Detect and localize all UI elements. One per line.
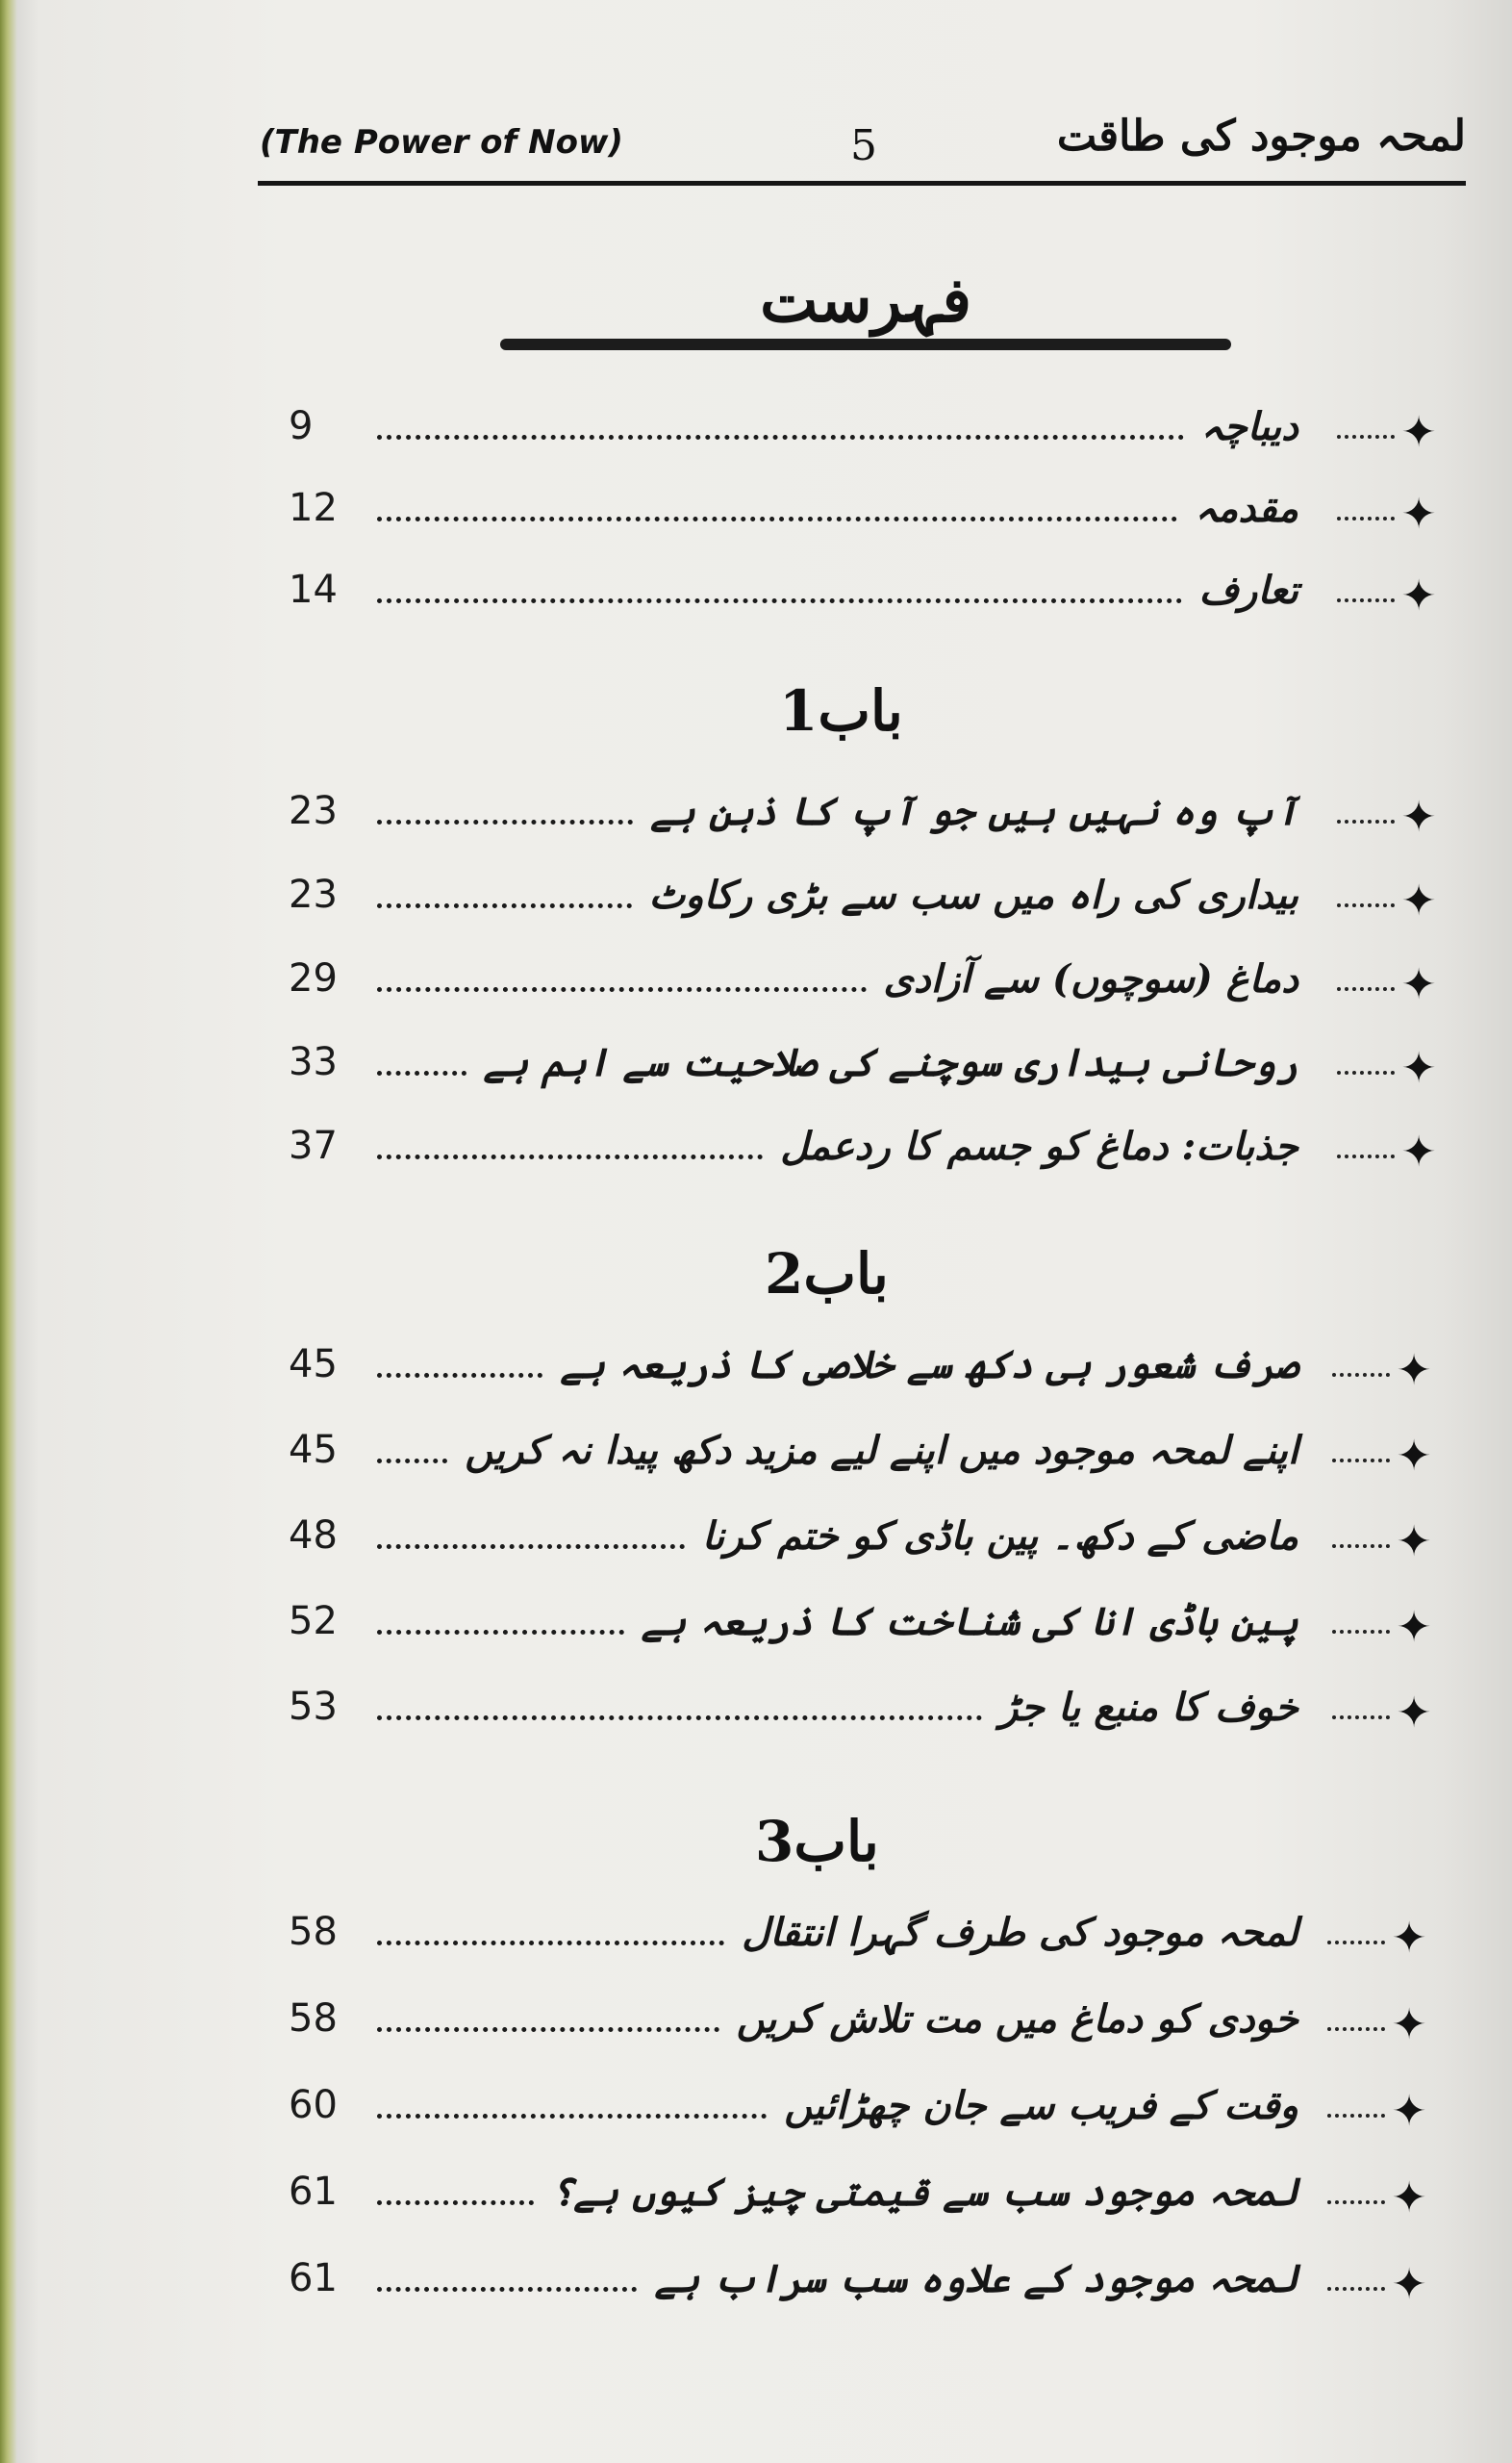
toc-page-number: 48 [289,1513,338,1558]
toc-entry-label: ماضی کے دکھ۔ پین باڈی کو ختم کرنا [701,1513,1298,1559]
header-page-number: 5 [850,121,877,170]
header-urdu-title: لمحہ موجود کی طاقت [1056,112,1466,161]
leader-dots [377,1459,447,1463]
title-underline [500,339,1231,350]
leader-dots-short [1332,1459,1390,1462]
four-point-star-icon: ✦ [1400,490,1437,539]
toc-entry [289,1599,1462,1657]
toc-page-number: 33 [289,1040,338,1084]
four-point-star-icon: ✦ [1400,571,1437,621]
leader-dots-short [1337,987,1395,991]
toc-entry-label: اپنے لمحہ موجود میں اپنے لیے مزید دکھ پیدا نہ کریں [465,1428,1298,1473]
leader-dots-short [1337,1155,1395,1158]
four-point-star-icon: ✦ [1400,876,1437,926]
four-point-star-icon: ✦ [1391,2260,1427,2309]
toc-page-number: 45 [289,1428,338,1472]
toc-page-number: 53 [289,1685,338,1729]
toc-entry [289,1513,1462,1571]
toc-page-number: 61 [289,2170,338,2214]
four-point-star-icon: ✦ [1400,1128,1437,1177]
toc-entry [289,486,1462,544]
leader-dots-short [1327,2027,1385,2031]
header-english-title: (The Power of Now) [260,123,623,162]
toc-entry [289,1124,1462,1181]
toc-page-number: 60 [289,2083,338,2127]
four-point-star-icon: ✦ [1400,1044,1437,1093]
leader-dots [377,517,1177,521]
leader-dots-short [1337,598,1395,602]
four-point-star-icon: ✦ [1391,2173,1427,2222]
toc-page-number: 58 [289,1910,338,1954]
toc-entry-label: بیداری کی راہ میں سب سے بڑی رکاوٹ [648,873,1298,918]
four-point-star-icon: ✦ [1400,793,1437,842]
four-point-star-icon: ✦ [1396,1689,1432,1738]
four-point-star-icon: ✦ [1391,2000,1427,2049]
toc-entry [289,404,1462,462]
toc-entry [289,1428,1462,1485]
leader-dots-short [1327,1941,1385,1944]
chapter-heading: باب1 [779,678,903,744]
leader-dots [377,2200,534,2205]
toc-entry [289,1685,1462,1742]
leader-dots-short [1327,2287,1385,2291]
toc-entry [289,2083,1462,2141]
toc-page-number: 9 [289,404,314,448]
four-point-star-icon: ✦ [1396,1432,1432,1481]
leader-dots-short [1332,1715,1390,1719]
leader-dots-short [1337,435,1395,439]
toc-entry-label: لمحہ موجود کے علاوہ سب سراب ہے [654,2256,1298,2301]
toc-entry [289,1910,1462,1968]
toc-entry-label: وقت کے فریب سے جان چھڑائیں [784,2083,1298,2128]
toc-page-number: 23 [289,789,338,833]
leader-dots-short [1332,1373,1390,1377]
leader-dots-short [1337,903,1395,907]
leader-dots-short [1327,2200,1385,2204]
toc-entry-label: صرف شعور ہی دکھ سے خلاصی کا ذریعہ ہے [560,1342,1298,1387]
toc-entry-label: آپ وہ نہیں ہیں جو آپ کا ذہن ہے [650,789,1298,834]
leader-dots [377,1630,624,1635]
toc-entry [289,2256,1462,2314]
four-point-star-icon: ✦ [1400,960,1437,1009]
toc-page-number: 61 [289,2256,338,2300]
leader-dots-short [1327,2114,1385,2118]
leader-dots-short [1332,1630,1390,1634]
toc-page-number: 52 [289,1599,338,1643]
toc-entry-label: خوف کا منبع یا جڑ [999,1685,1298,1730]
leader-dots [377,1715,982,1720]
leader-dots [377,1071,466,1076]
toc-entry-label: مقدمہ [1195,486,1298,531]
four-point-star-icon: ✦ [1396,1517,1432,1566]
leader-dots [377,435,1184,440]
toc-page-number: 29 [289,956,338,1001]
four-point-star-icon: ✦ [1400,408,1437,457]
toc-entry [289,956,1462,1014]
chapter-heading: باب3 [755,1809,879,1874]
chapter-heading: باب2 [765,1241,889,1307]
toc-entry-label: جذبات: دماغ کو جسم کا ردعمل [780,1124,1298,1169]
leader-dots [377,903,632,908]
toc-entry [289,873,1462,930]
toc-entry [289,2170,1462,2227]
toc-entry-label: دماغ (سوچوں) سے آزادی [883,956,1298,1002]
toc-entry-label: تعارف [1198,568,1298,613]
leader-dots [377,598,1182,603]
leader-dots-short [1337,517,1395,521]
leader-dots [377,2027,719,2032]
toc-entry [289,789,1462,847]
leader-dots-short [1332,1544,1390,1548]
toc-page-number: 37 [289,1124,338,1168]
toc-entry-label: پین باڈی انا کی شناخت کا ذریعہ ہے [641,1599,1298,1644]
four-point-star-icon: ✦ [1396,1346,1432,1395]
leader-dots [377,1373,542,1378]
four-point-star-icon: ✦ [1396,1603,1432,1652]
toc-entry [289,1996,1462,2054]
toc-entry-label: خودی کو دماغ میں مت تلاش کریں [736,1996,1298,2042]
leader-dots [377,1941,724,1945]
leader-dots [377,820,633,825]
leader-dots [377,1155,763,1159]
toc-page-number: 23 [289,873,338,917]
leader-dots [377,987,867,992]
leader-dots [377,2114,767,2119]
toc-entry [289,1342,1462,1400]
toc-entry-label: دیباچہ [1200,404,1298,449]
four-point-star-icon: ✦ [1391,1914,1427,1963]
header-rule [258,181,1466,186]
toc-entry-label: لمحہ موجود کی طرف گہرا انتقال [742,1910,1298,1955]
toc-page-number: 12 [289,486,338,530]
toc-page-number: 45 [289,1342,338,1386]
toc-page-number: 58 [289,1996,338,2041]
toc-entry [289,1040,1462,1098]
four-point-star-icon: ✦ [1391,2087,1427,2136]
toc-page-number: 14 [289,568,338,612]
leader-dots [377,2287,637,2292]
leader-dots-short [1337,1071,1395,1075]
toc-entry-label: روحانی بیداری سوچنے کی صلاحیت سے اہم ہے [483,1040,1298,1085]
toc-entry-label: لمحہ موجود سب سے قیمتی چیز کیوں ہے؟ [550,2170,1298,2215]
leader-dots-short [1337,820,1395,824]
toc-entry [289,568,1462,625]
book-spine-edge [0,0,17,2463]
toc-title: فہرست [760,265,971,337]
leader-dots [377,1544,685,1549]
